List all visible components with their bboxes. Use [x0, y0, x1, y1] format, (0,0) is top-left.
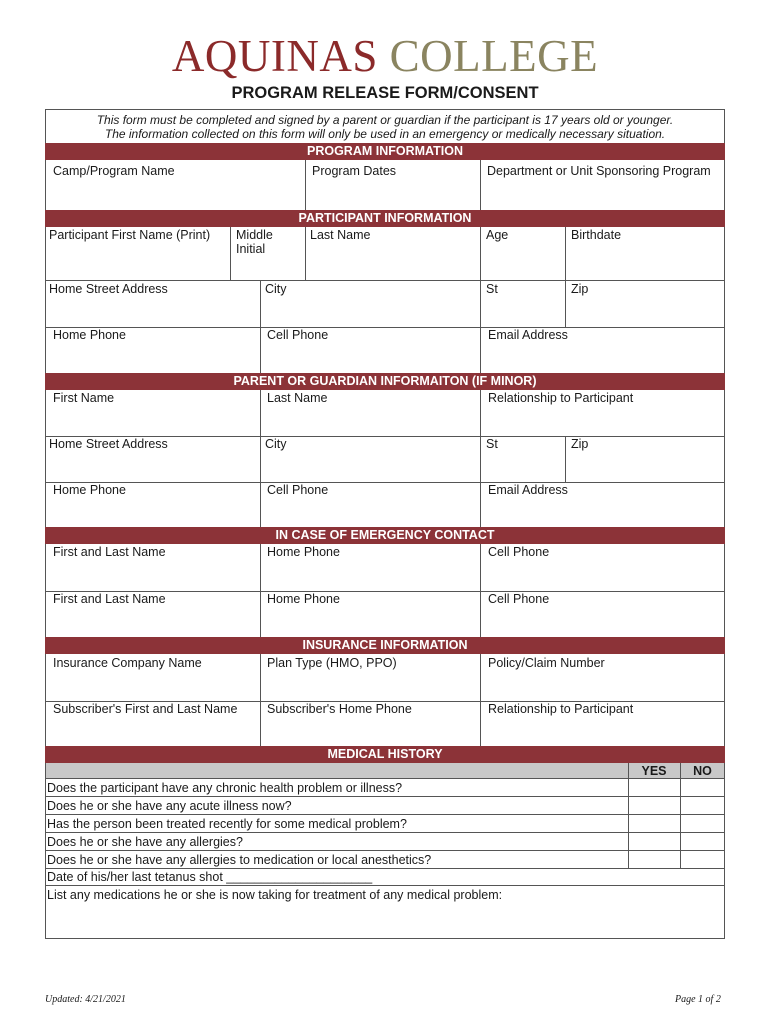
- emergency-1-name-field[interactable]: First and Last Name: [53, 545, 166, 559]
- no-checkbox-acute[interactable]: [681, 797, 724, 813]
- divider: [305, 160, 306, 210]
- divider: [45, 327, 725, 328]
- emergency-1-home-phone-field[interactable]: Home Phone: [267, 545, 340, 559]
- divider: [45, 814, 725, 815]
- guardian-home-street-field[interactable]: Home Street Address: [49, 437, 168, 451]
- logo-word-college: COLLEGE: [389, 31, 599, 81]
- guardian-cell-phone-field[interactable]: Cell Phone: [267, 483, 329, 497]
- divider: [45, 832, 725, 833]
- section-parent-guardian: PARENT OR GUARDIAN INFORMAITON (IF MINOR): [45, 373, 725, 390]
- yes-checkbox-allergies[interactable]: [629, 833, 679, 849]
- yes-checkbox-acute[interactable]: [629, 797, 679, 813]
- divider: [565, 227, 566, 327]
- participant-cell-phone-field[interactable]: Cell Phone: [267, 328, 329, 342]
- medical-question-acute: Does he or she have any acute illness now?: [47, 799, 292, 813]
- divider: [480, 654, 481, 746]
- divider: [45, 885, 725, 886]
- medical-question-medication-allergies: Does he or she have any allergies to medication or local anesthetics?: [47, 853, 432, 867]
- no-column-header: NO: [693, 764, 712, 778]
- section-program-information: PROGRAM INFORMATION: [45, 143, 725, 160]
- yes-column-header: YES: [641, 764, 667, 778]
- guardian-home-phone-field[interactable]: Home Phone: [53, 483, 126, 497]
- divider: [230, 227, 231, 280]
- divider: [565, 436, 566, 482]
- divider: [45, 482, 725, 483]
- form-instructions: [0, 113, 770, 141]
- section-emergency-contact: IN CASE OF EMERGENCY CONTACT: [45, 527, 725, 544]
- instruction-line-1: This form must be completed and signed by a parent or guardian if the participant is 17 years old or younger.: [96, 113, 674, 127]
- age-field[interactable]: Age: [486, 228, 509, 242]
- participant-zip-field[interactable]: Zip: [571, 282, 589, 296]
- divider: [480, 160, 481, 210]
- section-medical-history: MEDICAL HISTORY: [45, 746, 725, 763]
- section-participant-information: PARTICIPANT INFORMATION: [45, 210, 725, 227]
- plan-type-field[interactable]: Plan Type (HMO, PPO): [267, 656, 397, 670]
- section-insurance-information: INSURANCE INFORMATION: [45, 637, 725, 654]
- subscriber-name-field[interactable]: Subscriber's First and Last Name: [53, 702, 238, 716]
- divider: [45, 850, 725, 851]
- college-logo: [0, 30, 770, 82]
- medical-question-allergies: Does he or she have any allergies?: [47, 835, 243, 849]
- footer-updated-date: Updated: 4/21/2021: [45, 994, 126, 1005]
- logo-word-aquinas: AQUINAS: [171, 31, 378, 81]
- divider: [260, 390, 261, 527]
- participant-email-field[interactable]: Email Address: [488, 328, 568, 342]
- guardian-st-field[interactable]: St: [486, 437, 498, 451]
- no-checkbox-chronic[interactable]: [681, 779, 724, 795]
- emergency-2-name-field[interactable]: First and Last Name: [53, 592, 166, 606]
- birthdate-field[interactable]: Birthdate: [571, 228, 622, 242]
- divider: [45, 796, 725, 797]
- yes-checkbox-chronic[interactable]: [629, 779, 679, 795]
- middle-initial-field[interactable]: [236, 228, 273, 256]
- program-dates-field[interactable]: Program Dates: [312, 164, 397, 178]
- subscriber-home-phone-field[interactable]: Subscriber's Home Phone: [267, 702, 412, 716]
- no-checkbox-medication-allergies[interactable]: [681, 851, 724, 867]
- department-field[interactable]: Department or Unit Sponsoring Program: [487, 164, 711, 178]
- medications-list-field[interactable]: List any medications he or she is now taking for treatment of any medical problem:: [47, 888, 503, 902]
- divider: [45, 778, 725, 779]
- middle-initial-label-line2: Initial: [236, 242, 266, 256]
- medical-header-bar: [46, 763, 724, 778]
- instruction-line-2: The information collected on this form will only be used in an emergency or medically necessary situation.: [104, 127, 666, 141]
- yes-checkbox-medication-allergies[interactable]: [629, 851, 679, 867]
- guardian-relationship-field[interactable]: Relationship to Participant: [488, 391, 634, 405]
- no-checkbox-treated[interactable]: [681, 815, 724, 831]
- divider: [45, 280, 725, 281]
- guardian-last-name-field[interactable]: Last Name: [267, 391, 328, 405]
- divider: [480, 227, 481, 373]
- footer-page-number: Page 1 of 2: [675, 994, 721, 1005]
- middle-initial-label-line1: Middle: [236, 228, 273, 242]
- guardian-first-name-field[interactable]: First Name: [53, 391, 115, 405]
- form-title: PROGRAM RELEASE FORM/CONSENT: [231, 84, 539, 102]
- guardian-zip-field[interactable]: Zip: [571, 437, 589, 451]
- guardian-email-field[interactable]: Email Address: [488, 483, 568, 497]
- participant-first-name-field[interactable]: Participant First Name (Print): [49, 228, 211, 242]
- camp-program-name-field[interactable]: Camp/Program Name: [53, 164, 175, 178]
- participant-home-street-field[interactable]: Home Street Address: [49, 282, 168, 296]
- medical-question-treated: Has the person been treated recently for some medical problem?: [47, 817, 407, 831]
- no-checkbox-allergies[interactable]: [681, 833, 724, 849]
- emergency-1-cell-phone-field[interactable]: Cell Phone: [488, 545, 550, 559]
- policy-claim-number-field[interactable]: Policy/Claim Number: [488, 656, 605, 670]
- participant-city-field[interactable]: City: [265, 282, 287, 296]
- participant-st-field[interactable]: St: [486, 282, 498, 296]
- divider: [305, 227, 306, 280]
- yes-checkbox-treated[interactable]: [629, 815, 679, 831]
- emergency-2-home-phone-field[interactable]: Home Phone: [267, 592, 340, 606]
- guardian-city-field[interactable]: City: [265, 437, 287, 451]
- divider: [260, 654, 261, 746]
- divider: [480, 390, 481, 527]
- insurance-company-field[interactable]: Insurance Company Name: [53, 656, 202, 670]
- subscriber-relationship-field[interactable]: Relationship to Participant: [488, 702, 634, 716]
- participant-home-phone-field[interactable]: Home Phone: [53, 328, 126, 342]
- tetanus-shot-field[interactable]: Date of his/her last tetanus shot _____________________: [47, 870, 373, 884]
- emergency-2-cell-phone-field[interactable]: Cell Phone: [488, 592, 550, 606]
- medical-question-chronic: Does the participant have any chronic health problem or illness?: [47, 781, 403, 795]
- participant-last-name-field[interactable]: Last Name: [310, 228, 371, 242]
